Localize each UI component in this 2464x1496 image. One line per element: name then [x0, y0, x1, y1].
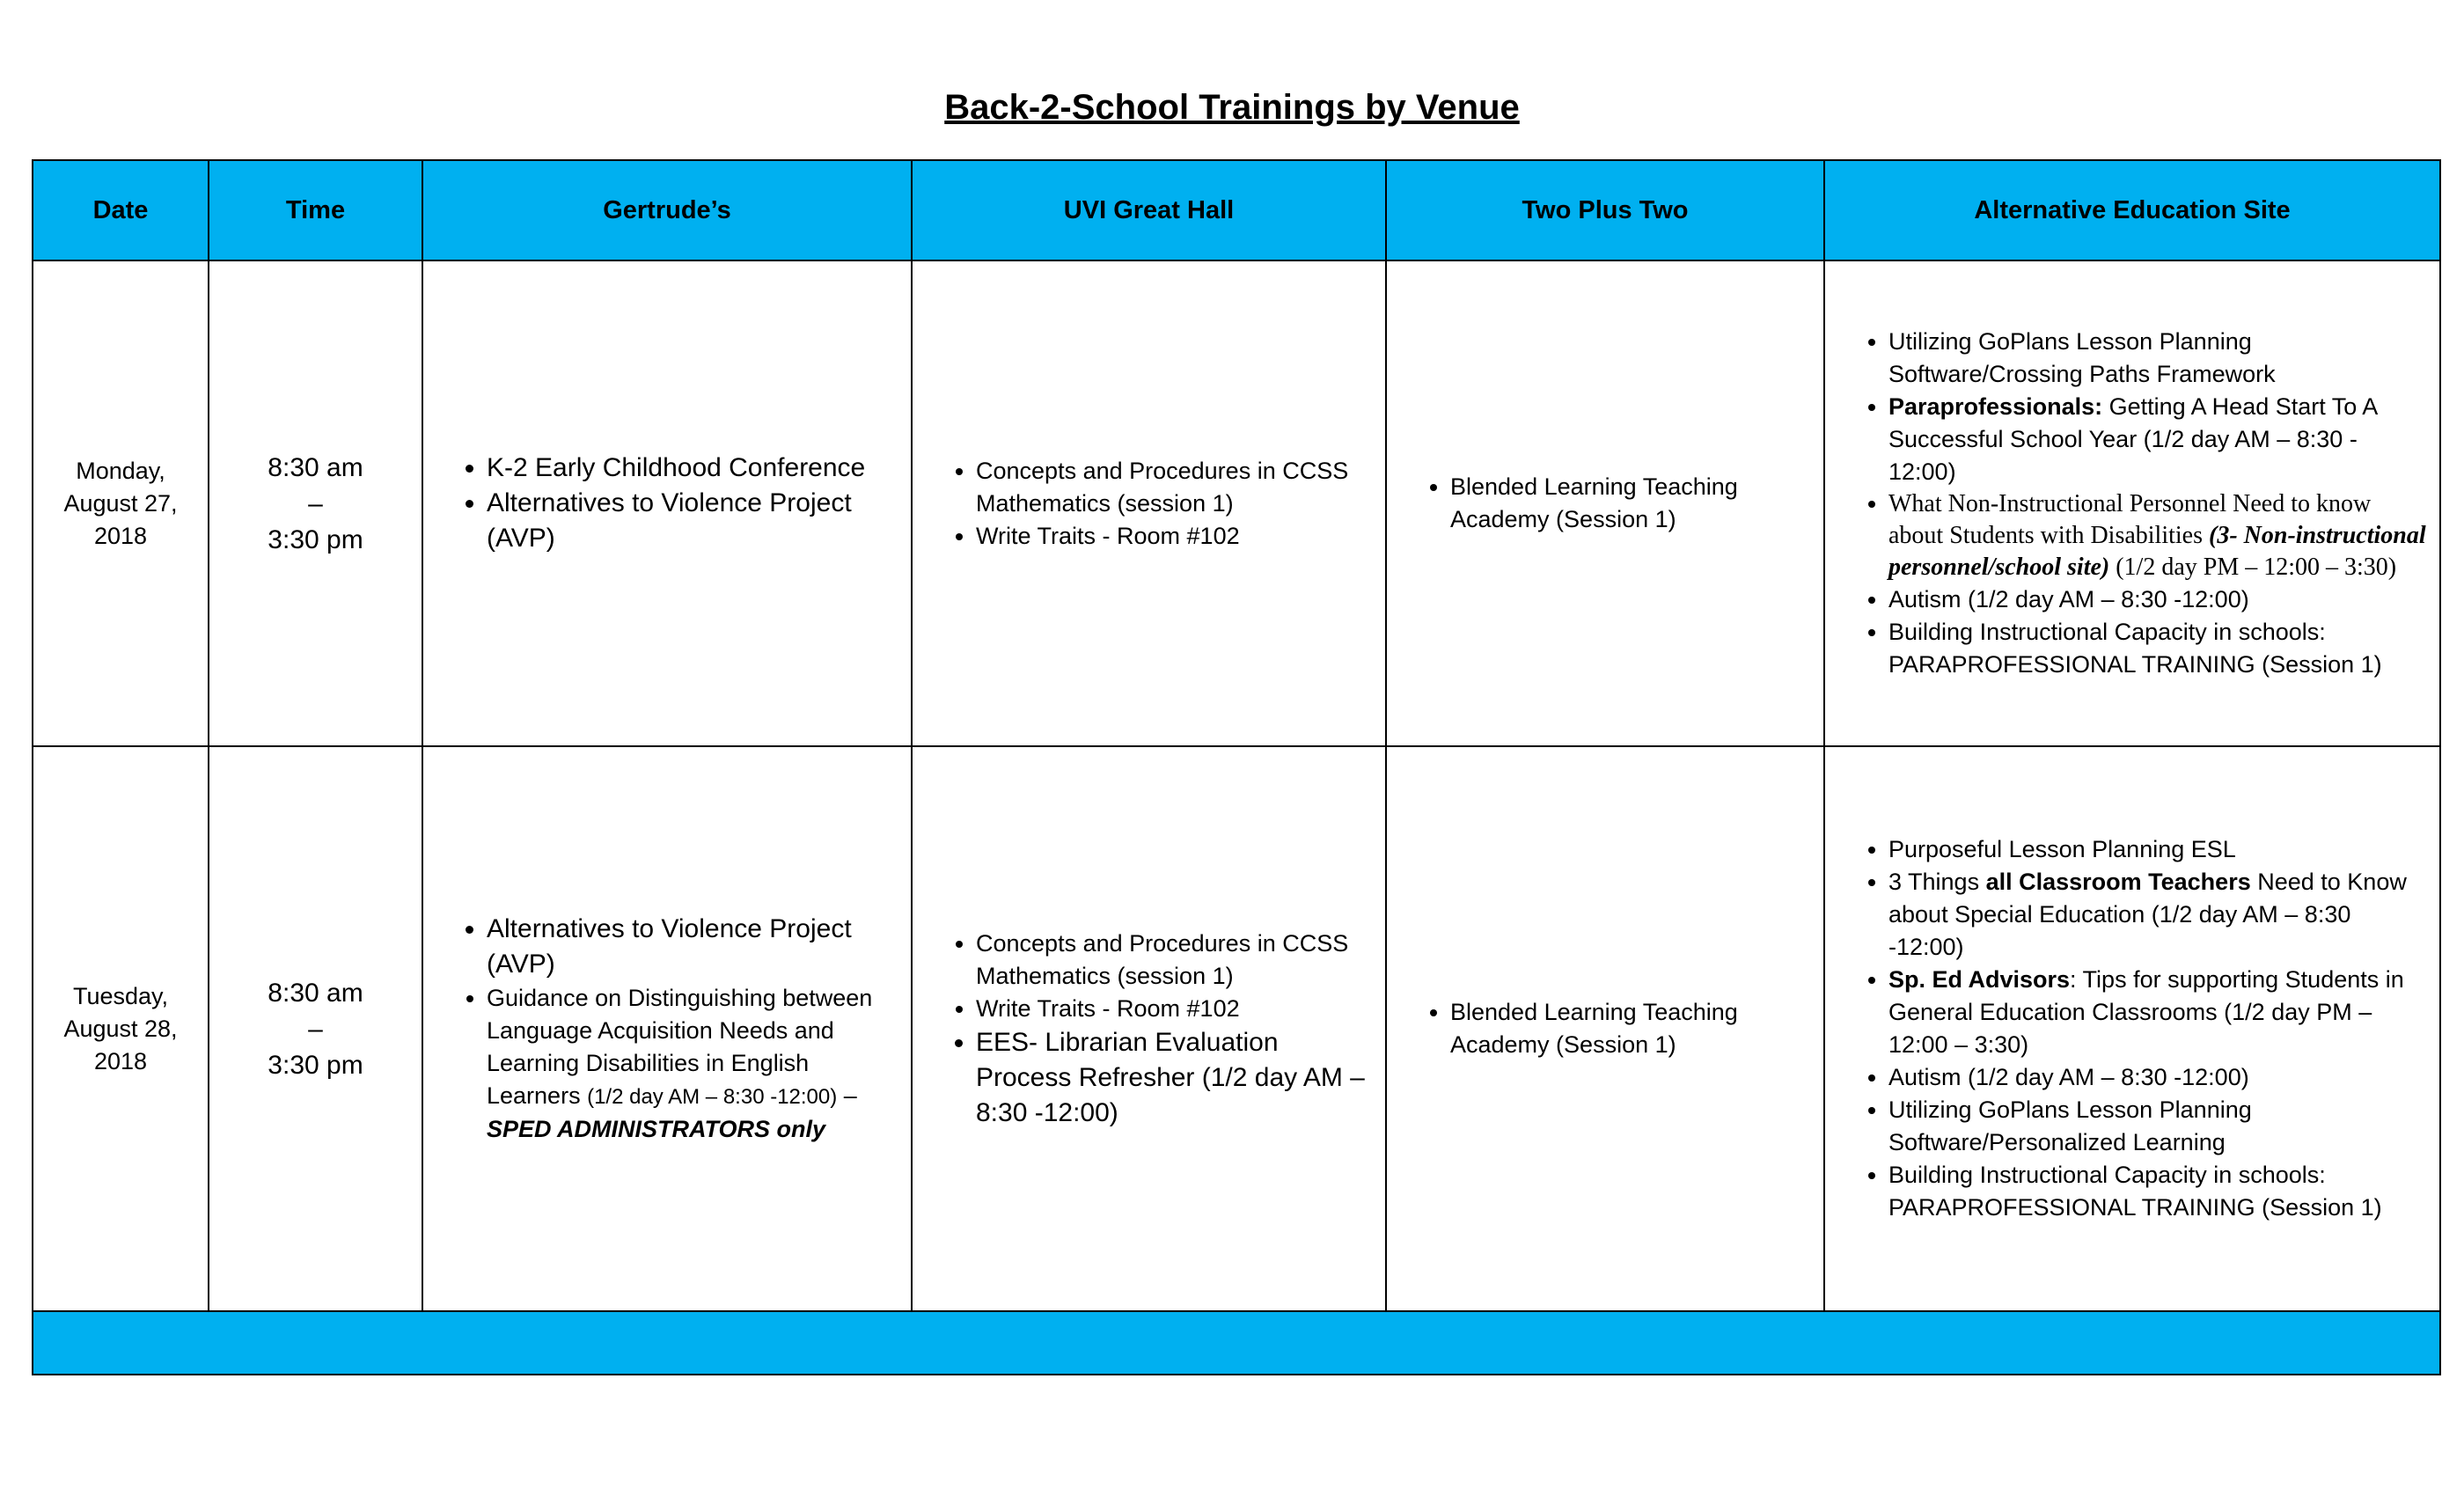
list-item: • What Non-Instructional Personnel Need to know about Students with Disabilities (3- Non-instructional personnel/school site) (1/2 day PM – 12:00 – 3:30) [1888, 488, 2429, 583]
list-item: • Building Instructional Capacity in schools: PARAPROFESSIONAL TRAINING (Session 1) [1888, 616, 2429, 681]
header-uvi-great-hall: UVI Great Hall [912, 160, 1386, 260]
gertrudes-cell [422, 746, 912, 1311]
table-row [33, 746, 2440, 1311]
list-item: • Building Instructional Capacity in schools: PARAPROFESSIONAL TRAINING (Session 1) [1888, 1159, 2429, 1224]
footer-row [33, 1311, 2440, 1375]
list-item: • Concepts and Procedures in CCSS Mathematics (session 1) [976, 928, 1375, 993]
alternative-education-site-cell [1824, 260, 2440, 746]
list-item: • Alternatives to Violence Project (AVP) [487, 486, 900, 556]
gertrudes-cell [422, 260, 912, 746]
list-item: • Alternatives to Violence Project (AVP) [487, 912, 900, 982]
list-item: • EES- Librarian Evaluation Process Refresher (1/2 day AM – 8:30 -12:00) [976, 1025, 1375, 1131]
list-item: • Paraprofessionals: Getting A Head Start To A Successful School Year (1/2 day AM – 8:30 - 12:00) [1888, 391, 2429, 488]
list-item: • 3 Things all Classroom Teachers Need to Know about Special Education (1/2 day AM – 8:30 -12:00) [1888, 866, 2429, 964]
list-item: • Write Traits - Room #102 [976, 520, 1375, 553]
list-item: • Blended Learning Teaching Academy (Session 1) [1450, 471, 1813, 536]
uvi-great-hall-cell [912, 746, 1386, 1311]
two-plus-two-cell [1386, 746, 1824, 1311]
date-cell: Monday, August 27, 2018 [33, 260, 209, 746]
footer-band [33, 1311, 2440, 1375]
list-item: • Autism (1/2 day AM – 8:30 -12:00) [1888, 583, 2429, 616]
list-item: • Purposeful Lesson Planning ESL [1888, 833, 2429, 866]
header-gertrudes: Gertrude’s [422, 160, 912, 260]
date-cell: Tuesday, August 28, 2018 [33, 746, 209, 1311]
list-item: • Utilizing GoPlans Lesson Planning Software/Personalized Learning [1888, 1094, 2429, 1159]
list-item: • Blended Learning Teaching Academy (Session 1) [1450, 996, 1813, 1061]
alternative-education-site-cell [1824, 746, 2440, 1311]
header-alternative-education-site: Alternative Education Site [1824, 160, 2440, 260]
list-item: • Sp. Ed Advisors: Tips for supporting Students in General Education Classrooms (1/2 day PM – 12:00 – 3:30) [1888, 964, 2429, 1061]
schedule-table [32, 159, 2441, 1375]
uvi-great-hall-cell [912, 260, 1386, 746]
list-item: • Autism (1/2 day AM – 8:30 -12:00) [1888, 1061, 2429, 1094]
list-item: • K-2 Early Childhood Conference [487, 451, 900, 486]
time-cell: 8:30 am – 3:30 pm [209, 260, 422, 746]
header-two-plus-two: Two Plus Two [1386, 160, 1824, 260]
list-item: • Utilizing GoPlans Lesson Planning Software/Crossing Paths Framework [1888, 326, 2429, 391]
header-row [33, 160, 2440, 260]
list-item: • Guidance on Distinguishing between Language Acquisition Needs and Learning Disabilities in English Learners (1/2 day AM – 8:30 -12:00) – SPED ADMINISTRATORS only [487, 982, 900, 1146]
list-item: • Concepts and Procedures in CCSS Mathematics (session 1) [976, 455, 1375, 520]
header-date: Date [33, 160, 209, 260]
two-plus-two-cell [1386, 260, 1824, 746]
time-cell: 8:30 am – 3:30 pm [209, 746, 422, 1311]
list-item: • Write Traits - Room #102 [976, 993, 1375, 1025]
table-row [33, 260, 2440, 746]
header-time: Time [209, 160, 422, 260]
page-title: Back-2-School Trainings by Venue [944, 88, 1520, 127]
